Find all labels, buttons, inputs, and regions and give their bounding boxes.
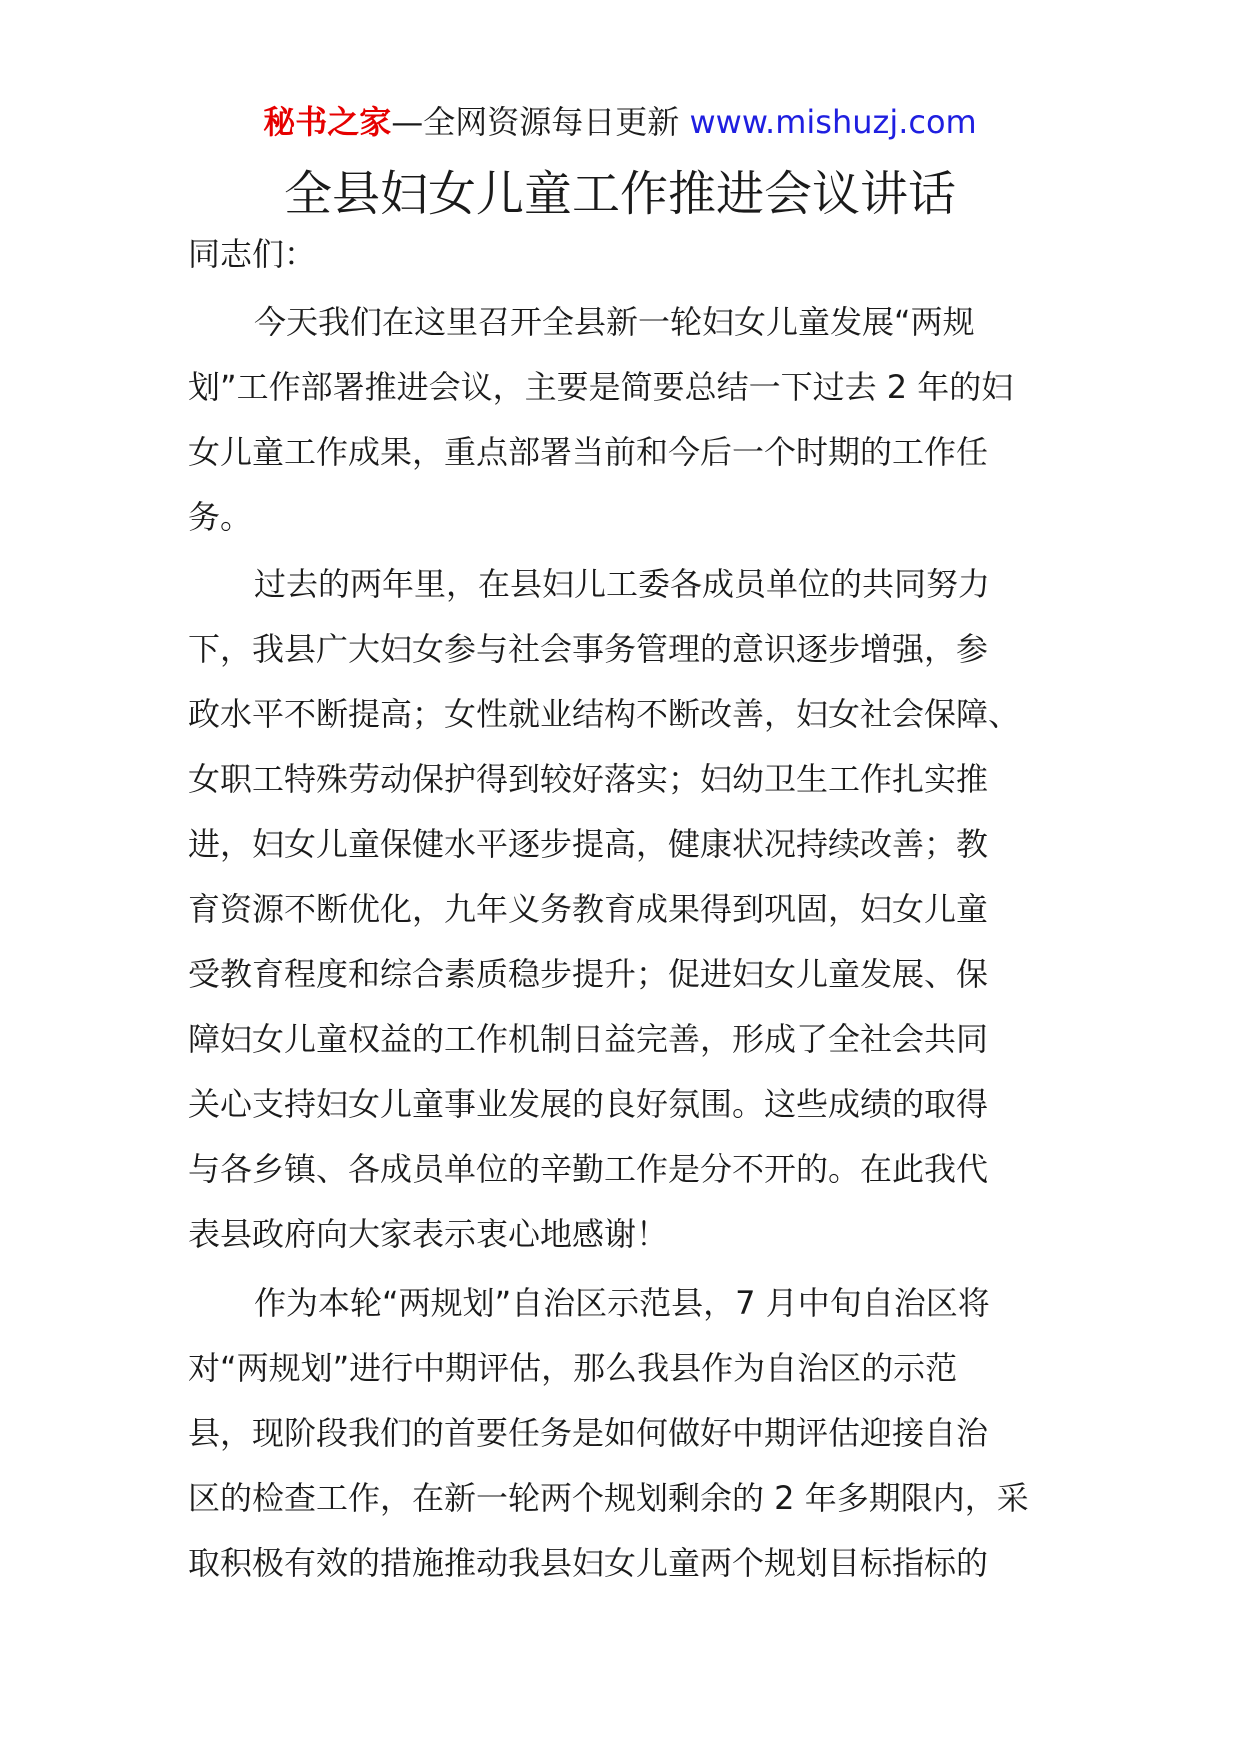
paragraph-line: 进，妇女儿童保健水平逐步提高，健康状况持续改善；教 <box>188 825 989 863</box>
document-title: 全县妇女儿童工作推进会议讲话 <box>283 166 956 222</box>
paragraph <box>188 552 1063 1267</box>
paragraph-line: 政水平不断提高；女性就业结构不断改善，妇女社会保障、 <box>188 695 1021 733</box>
paragraph-line: 受教育程度和综合素质稳步提升；促进妇女儿童发展、保 <box>188 955 989 993</box>
paragraph-line: 障妇女儿童权益的工作机制日益完善，形成了全社会共同 <box>188 1020 989 1058</box>
paragraph-line: 对“两规划”进行中期评估，那么我县作为自治区的示范 <box>188 1349 958 1387</box>
paragraph-line: 过去的两年里，在县妇儿工委各成员单位的共同努力 <box>254 565 991 603</box>
paragraph-line: 育资源不断优化，九年义务教育成果得到巩固，妇女儿童 <box>188 890 989 928</box>
paragraph-line: 划”工作部署推进会议，主要是简要总结一下过去 2 年的妇 <box>188 368 1014 406</box>
brand-name: 秘书之家 <box>263 103 392 141</box>
paragraph-line: 今天我们在这里召开全县新一轮妇女儿童发展“两规 <box>254 303 975 341</box>
salutation: 同志们： <box>188 235 317 273</box>
site-header <box>0 98 1240 146</box>
paragraph-line: 县，现阶段我们的首要任务是如何做好中期评估迎接自治 <box>188 1414 989 1452</box>
paragraph-line: 作为本轮“两规划”自治区示范县，7 月中旬自治区将 <box>254 1284 990 1322</box>
paragraph-line: 女儿童工作成果，重点部署当前和今后一个时期的工作任 <box>188 433 989 471</box>
paragraph-line: 与各乡镇、各成员单位的辛勤工作是分不开的。在此我代 <box>188 1150 989 1188</box>
paragraph-line: 表县政府向大家表示衷心地感谢！ <box>188 1215 669 1253</box>
paragraph-line: 区的检查工作，在新一轮两个规划剩余的 2 年多期限内，采 <box>188 1479 1029 1517</box>
paragraph-line: 下，我县广大妇女参与社会事务管理的意识逐步增强，参 <box>188 630 989 668</box>
header-tagline: —全网资源每日更新 <box>391 103 690 141</box>
paragraph-line: 关心支持妇女儿童事业发展的良好氛围。这些成绩的取得 <box>188 1085 989 1123</box>
paragraph <box>188 1271 1063 1596</box>
paragraph-line: 务。 <box>188 498 253 536</box>
paragraph <box>188 290 1063 550</box>
paragraph-line: 女职工特殊劳动保护得到较好落实；妇幼卫生工作扎实推 <box>188 760 989 798</box>
paragraph-line: 取积极有效的措施推动我县妇女儿童两个规划目标指标的 <box>188 1544 989 1582</box>
site-url-link[interactable]: www.mishuzj.com <box>689 103 977 141</box>
